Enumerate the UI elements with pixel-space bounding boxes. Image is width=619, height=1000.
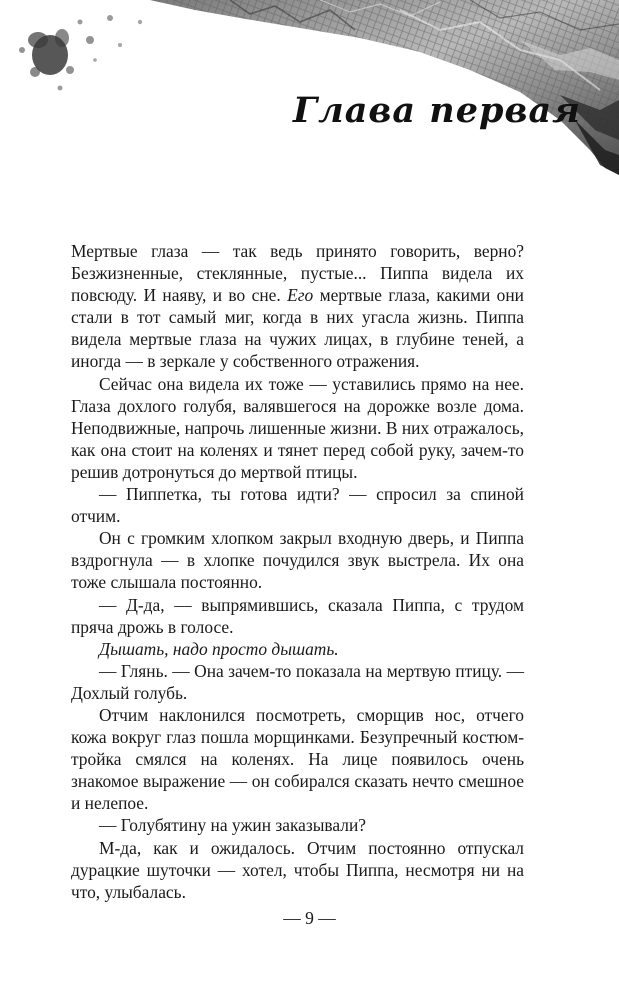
chapter-title: Глава первая: [292, 90, 581, 131]
body-text: [71, 240, 524, 903]
page-number: — 9 —: [283, 908, 336, 928]
duct-tape-icon: [150, 0, 619, 175]
italic-thought: Дышать, надо просто дышать.: [99, 638, 339, 659]
paragraph-1: Мертвые глаза — так ведь принято говорить, верно? Безжизненные, стеклянные, пустые... Пиппа видела их повсюду. И наяву, и во сне. Его мертвые глаза, какими они стали в тот самый миг, когда в них угасла жизнь. Пиппа видела мертвые глаза на чужих лицах, в глубине теней, а иногда — в зеркале у собственного отражения.: [71, 241, 524, 372]
paragraph-4: Он с громким хлопком закрыл входную дверь, и Пиппа вздрогнула — в хлопке почудился звук выстрела. Их она тоже слышала постоянно.: [71, 528, 524, 593]
dialogue-line: — Голубятину на ужин заказывали?: [99, 815, 366, 836]
ink-splatter-icon: [19, 15, 142, 91]
dialogue-line: — Глянь. — Она зачем-то показала на мертвую птицу. — Дохлый голубь.: [71, 660, 524, 703]
emphasis-word: Его: [287, 285, 314, 306]
paragraph-8: Отчим наклонился посмотреть, сморщив нос, отчего кожа вокруг глаз пошла морщинками. Безупречный костюм-тройка смялся на коленях. На лице появилось очень знакомое выражение — он собирался сказать нечто смешное и нелепое.: [71, 704, 524, 814]
paragraph-10: М-да, как и ожидалось. Отчим постоянно отпускал дурацкие шуточки — хотел, чтобы Пиппа, несмотря ни на что, улыбалась.: [71, 837, 524, 902]
dialogue-line: — Пиппетка, ты готова идти? — спросил за спиной отчим.: [71, 484, 524, 527]
paragraph-2: Сейчас она видела их тоже — уставились прямо на нее. Глаза дохлого голубя, валявшегося на дорожке возле дома. Неподвижные, напрочь лишенные жизни. В них отражалось, как она стоит на коленях и тянет перед собой руку, зачем-то решив дотронуться до мертвой птицы.: [71, 373, 524, 482]
dialogue-line: — Д-да, — выпрямившись, сказала Пиппа, с трудом пряча дрожь в голосе.: [71, 594, 524, 637]
